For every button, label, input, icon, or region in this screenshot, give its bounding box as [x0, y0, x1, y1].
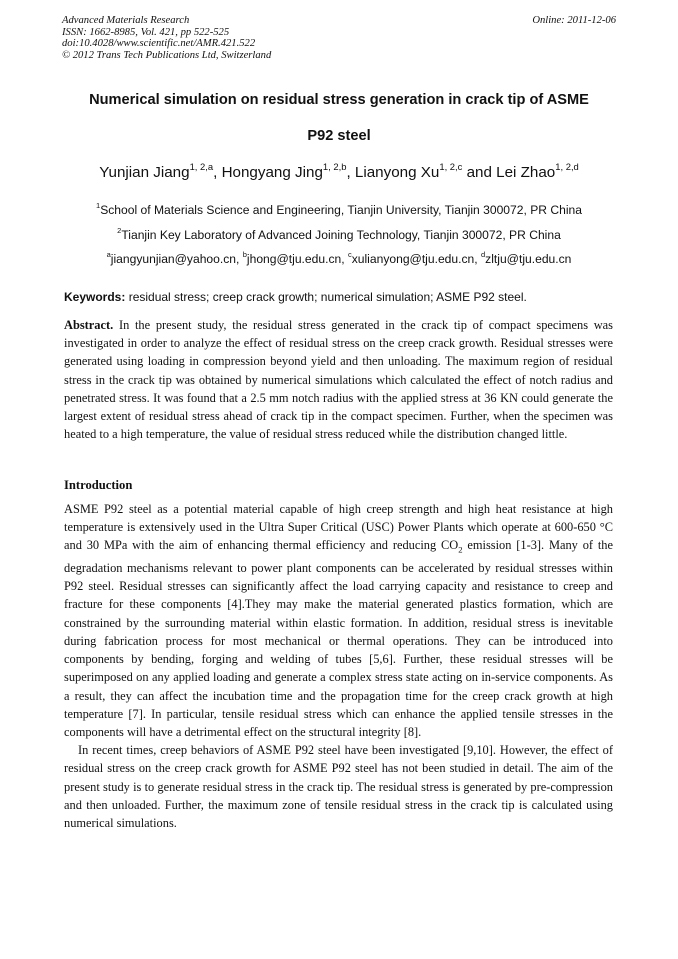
introduction-body [64, 500, 613, 832]
copyright-line: © 2012 Trans Tech Publications Ltd, Switzerland [62, 49, 272, 61]
author: Hongyang Jing$^{1, 2,b}$, [221, 160, 355, 181]
paragraph: In recent times, creep behaviors of ASME P92 steel have been investigated [9,10]. However, the effect of residual stress on the creep crack growth for ASME P92 steel has not been studied in detail. The aim of the present study is to generate residual stress in the crack tip. The residual stress is generated by pre-compression and then unloaded. Further, the maximum zone of tensile residual stress in the crack tip is calculated using numerical simulations. [64, 743, 613, 830]
keywords-text: residual stress; creep crack growth; numerical simulation; ASME P92 steel. [125, 290, 527, 304]
running-header [62, 15, 271, 61]
author-superscript: 1, 2,c [439, 160, 463, 172]
online-date: Online: 2011-12-06 [532, 15, 616, 26]
affiliation-2: $^2$Tianjin Key Laboratory of Advanced Joining Technology, Tianjin 300072, PR China [117, 225, 561, 242]
section-heading-introduction: Introduction [64, 478, 133, 492]
doi-line: doi:10.4028/www.scientific.net/AMR.421.522 [62, 38, 256, 50]
title-line-2: P92 steel [307, 128, 371, 144]
keywords [64, 290, 527, 304]
keywords-label: Keywords: [64, 290, 126, 304]
email: $^c$xulianyong@tju.edu.cn, [347, 249, 481, 266]
abstract-label: Abstract. [64, 318, 114, 332]
author: Yunjian Jiang$^{1, 2,a}$, [99, 160, 222, 181]
title-line-1: Numerical simulation on residual stress generation in crack tip of ASME [89, 92, 589, 108]
author-list [60, 160, 618, 181]
author-superscript: 1, 2,a [189, 160, 214, 172]
affiliation-1: $^1$School of Materials Science and Engineering, Tianjin University, Tianjin 300072, PR China [96, 200, 582, 217]
author: Lianyong Xu$^{1, 2,c}$ and [354, 160, 497, 181]
author-superscript: 1, 2,b [322, 160, 347, 172]
issn-line: ISSN: 1662-8985, Vol. 421, pp 522-525 [62, 26, 230, 38]
author: Lei Zhao$^{1, 2,d}$ [496, 160, 579, 181]
email: $^b$jhong@tju.edu.cn, [242, 249, 348, 266]
abstract [64, 316, 613, 443]
email-list [60, 249, 618, 266]
author-superscript: 1, 2,d [555, 160, 579, 172]
email: $^d$zltju@tju.edu.cn [481, 249, 572, 266]
abstract-text: In the present study, the residual stress generated in the crack tip of compact specimens was investigated in order to analyze the effect of residual stress on the creep crack growth. Residual stresses were generated using loading in compression beyond yield and then unloading. The maximum region of residual stress in the crack tip was obtained by numerical simulations which calculated the effect of notch radius and penetrated stress. It was found that a 2.5 mm notch radius with the applied stress at 36 KN could generate the largest extent of residual stress ahead of crack tip in the compact specimen. Further, when the specimen was heated to a high temperature, the value of residual stress reduced while the distribution changed little. [64, 318, 613, 442]
paper-title [60, 82, 618, 154]
journal-name: Advanced Materials Research [62, 15, 190, 26]
email: $^a$jiangyunjian@yahoo.cn, [106, 249, 243, 266]
paragraph: ASME P92 steel as a potential material capable of high creep strength and high heat resistance at high temperature is extensively used in the Ultra Super Critical (USC) Power Plants which operate at 600-650 °C and 30 MPa with the aim of enhancing thermal efficiency and reducing $CO_2$ emission [1-3]. Many of the degradation mechanisms relevant to power plant components can be accelerated by residual stresses within P92 steel. Residual stresses can significantly affect the load carrying capacity and resistance to creep and fracture for these components [4].They may make the material generated plastics formation, which are constrained by the surrounding material within elastic formation. In addition, residual stress is inevitable during fabrication process for most mechanical or thermal operations. They can be introduced into components by bending, forging and welding of tubes [5,6]. Further, these residual stresses will be superimposed on any applied loading and generate a complex stress state acting on in-service components. As a result, they can affect the incubation time and the propagation time for the creep crack growth at high temperature [7]. In particular, tensile residual stress which can enhance the applied tensile stresses in the components will have a detrimental effect on the structural integrity [8]. [64, 502, 613, 739]
